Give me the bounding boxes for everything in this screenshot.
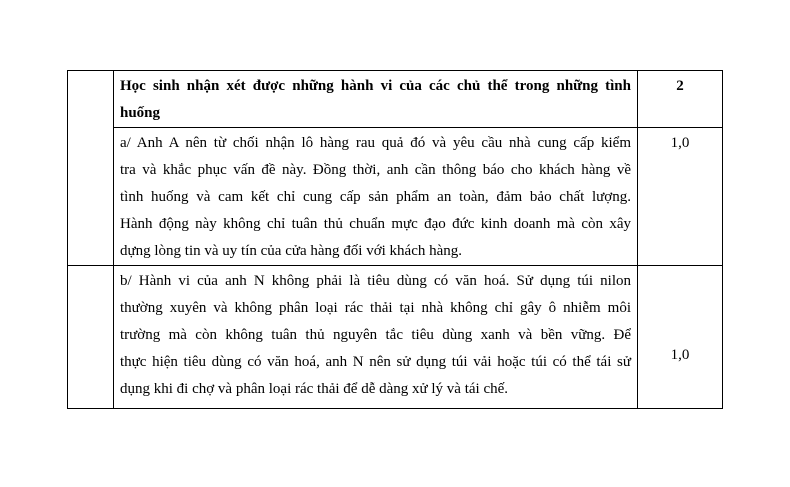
criteria-header-cell: Học sinh nhận xét được những hành vi của các chủ thể trong những tình huống (114, 71, 638, 128)
left-margin-cell-top (68, 71, 114, 266)
table-row-header (68, 71, 723, 128)
answer-key-table (67, 70, 723, 409)
points-header-cell: 2 (638, 71, 723, 128)
answer-cell-b: b/ Hành vi của anh N không phải là tiêu dùng có văn hoá. Sử dụng túi nilon thường xuyên và không phân loại rác thải tại nhà không chỉ gây ô nhiễm môi trường mà còn không tuân thủ nguyên tắc tiêu dùng xanh và bền vững. Để thực hiện tiêu dùng có văn hoá, anh N nên sử dụng túi vải hoặc túi có thể tái sử dụng khi đi chợ và phân loại rác thải để dễ dàng xử lý và tái chế. (114, 266, 638, 409)
left-margin-cell-bottom (68, 266, 114, 409)
table-row-answer-a (68, 128, 723, 266)
table-row-answer-b (68, 266, 723, 409)
answer-cell-a: a/ Anh A nên từ chối nhận lô hàng rau quả đó và yêu cầu nhà cung cấp kiểm tra và khắc phục vấn đề này. Đồng thời, anh cần thông báo cho khách hàng về tình huống và cam kết chỉ cung cấp sản phẩm an toàn, đảm bảo chất lượng. Hành động này không chỉ tuân thủ chuẩn mực đạo đức kinh doanh mà còn xây dựng lòng tin và uy tín của cửa hàng đối với khách hàng. (114, 128, 638, 266)
points-cell-b: 1,0 (638, 266, 723, 409)
points-cell-a: 1,0 (638, 128, 723, 266)
